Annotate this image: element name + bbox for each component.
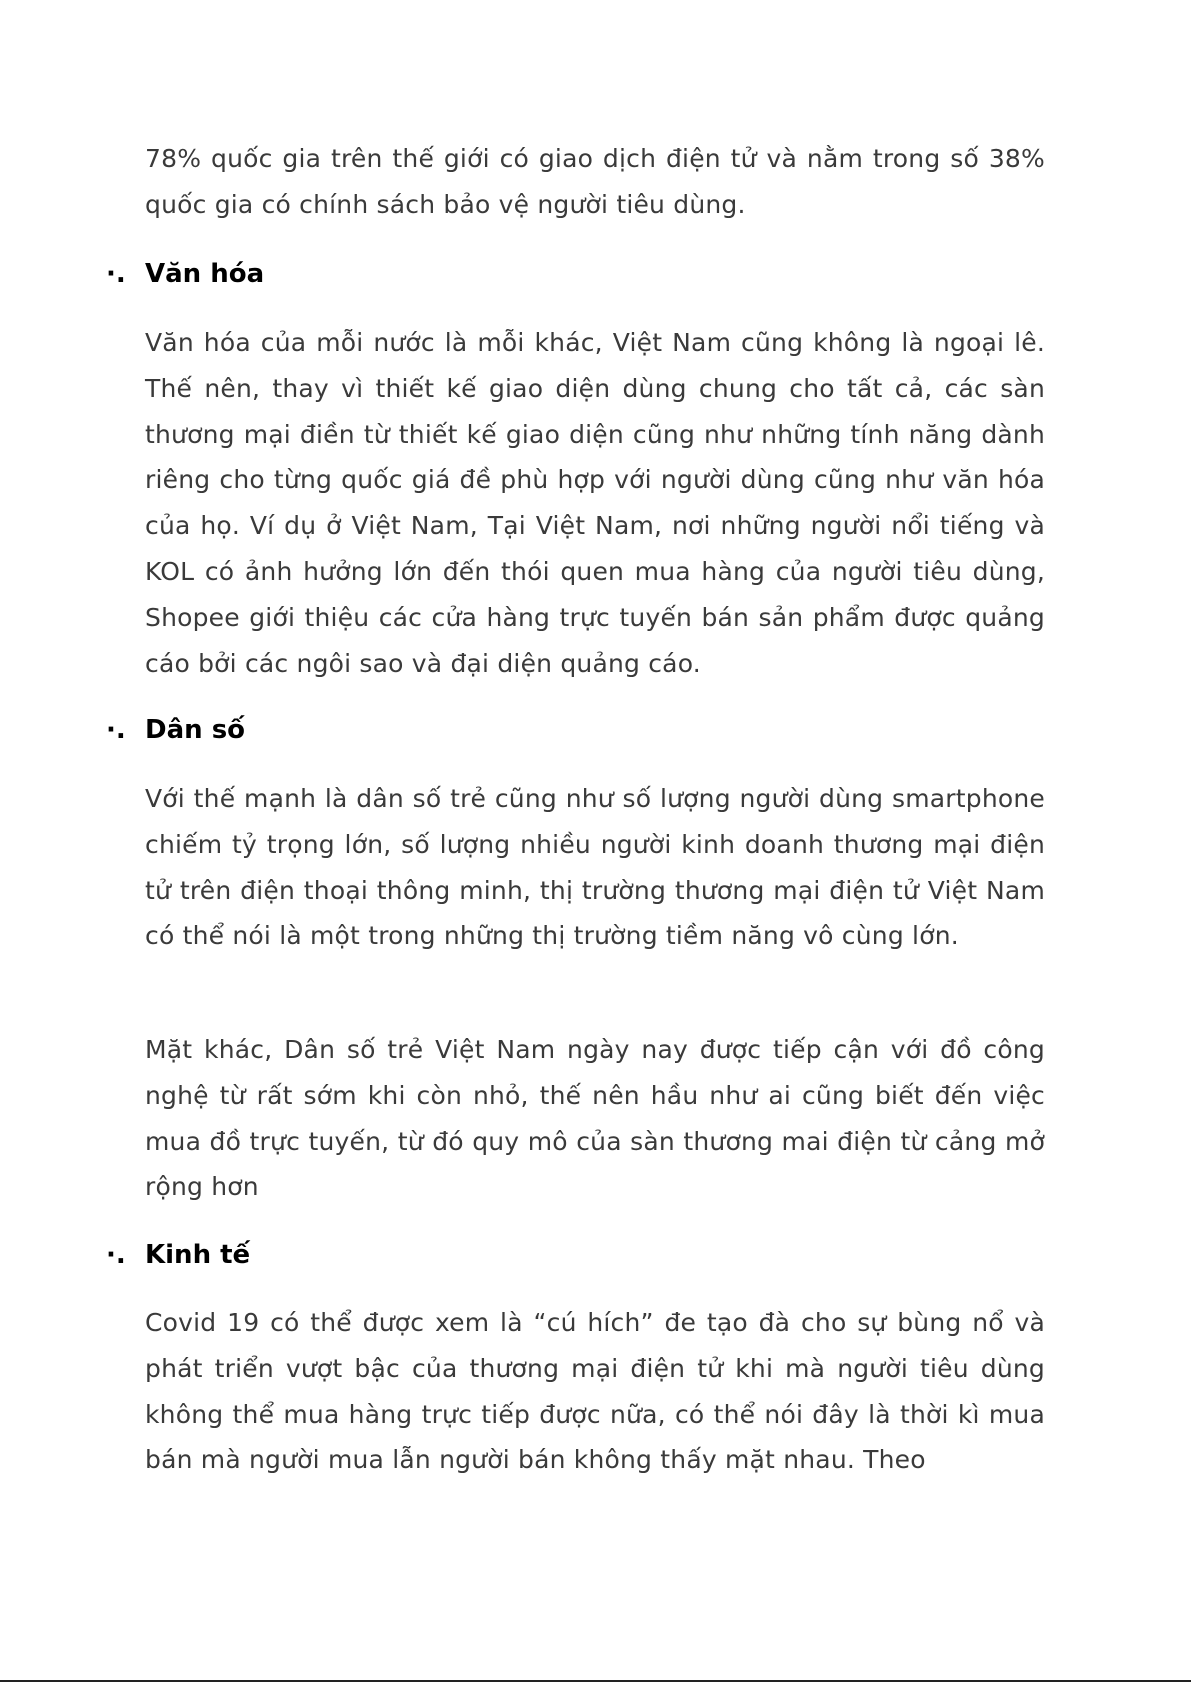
section-heading-culture — [106, 254, 264, 294]
population-paragraph-2: Mặt khác, Dân số trẻ Việt Nam ngày nay được tiếp cận với đồ công nghệ từ rất sớm khi còn nhỏ, thế nên hầu như ai cũng biết đến việc mua đồ trực tuyến, từ đó quy mô của sàn thương mai điện từ cảng mở rộng hơn — [145, 1035, 1045, 1202]
page-bottom-rule — [0, 1680, 1191, 1682]
intro-paragraph: 78% quốc gia trên thế giới có giao dịch điện tử và nằm trong số 38% quốc gia có chính sách bảo vệ người tiêu dùng. — [145, 144, 1045, 219]
bullet-marker: ·. — [106, 715, 126, 745]
section-heading-economy — [106, 1235, 250, 1275]
bullet-marker: ·. — [106, 1240, 126, 1270]
heading-text: Kinh tế — [145, 1240, 251, 1270]
economy-paragraph: Covid 19 có thể được xem là “cú hích” đe tạo đà cho sự bùng nổ và phát triển vượt bậc của thương mại điện tử khi mà người tiêu dùng không thể mua hàng trực tiếp được nữa, có thể nói đây là thời kì mua bán mà người mua lẫn người bán không thấy mặt nhau. Theo — [145, 1308, 1045, 1475]
bullet-marker: ·. — [106, 259, 126, 289]
section-heading-population — [106, 710, 245, 750]
culture-paragraph: Văn hóa của mỗi nước là mỗi khác, Việt Nam cũng không là ngoại lê. Thế nên, thay vì thiết kế giao diện dùng chung cho tất cả, các sàn thương mại điền từ thiết kế giao diện cũng như những tính năng dành riêng cho từng quốc giá đề phù hợp với người dùng cũng như văn hóa của họ. Ví dụ ở Việt Nam, Tại Việt Nam, nơi những người nổi tiếng và KOL có ảnh hưởng lớn đến thói quen mua hàng của người tiêu dùng, Shopee giới thiệu các cửa hàng trực tuyến bán sản phẩm được quảng cáo bởi các ngôi sao và đại diện quảng cáo. — [145, 328, 1045, 678]
heading-text: Dân số — [145, 715, 246, 745]
heading-text: Văn hóa — [145, 259, 265, 289]
population-paragraph-1: Với thế mạnh là dân số trẻ cũng như số lượng người dùng smartphone chiếm tỷ trọng lớn, số lượng nhiều người kinh doanh thương mại điện tử trên điện thoại thông minh, thị trường thương mại điện tử Việt Nam có thể nói là một trong những thị trường tiềm năng vô cùng lớn. — [145, 784, 1045, 951]
